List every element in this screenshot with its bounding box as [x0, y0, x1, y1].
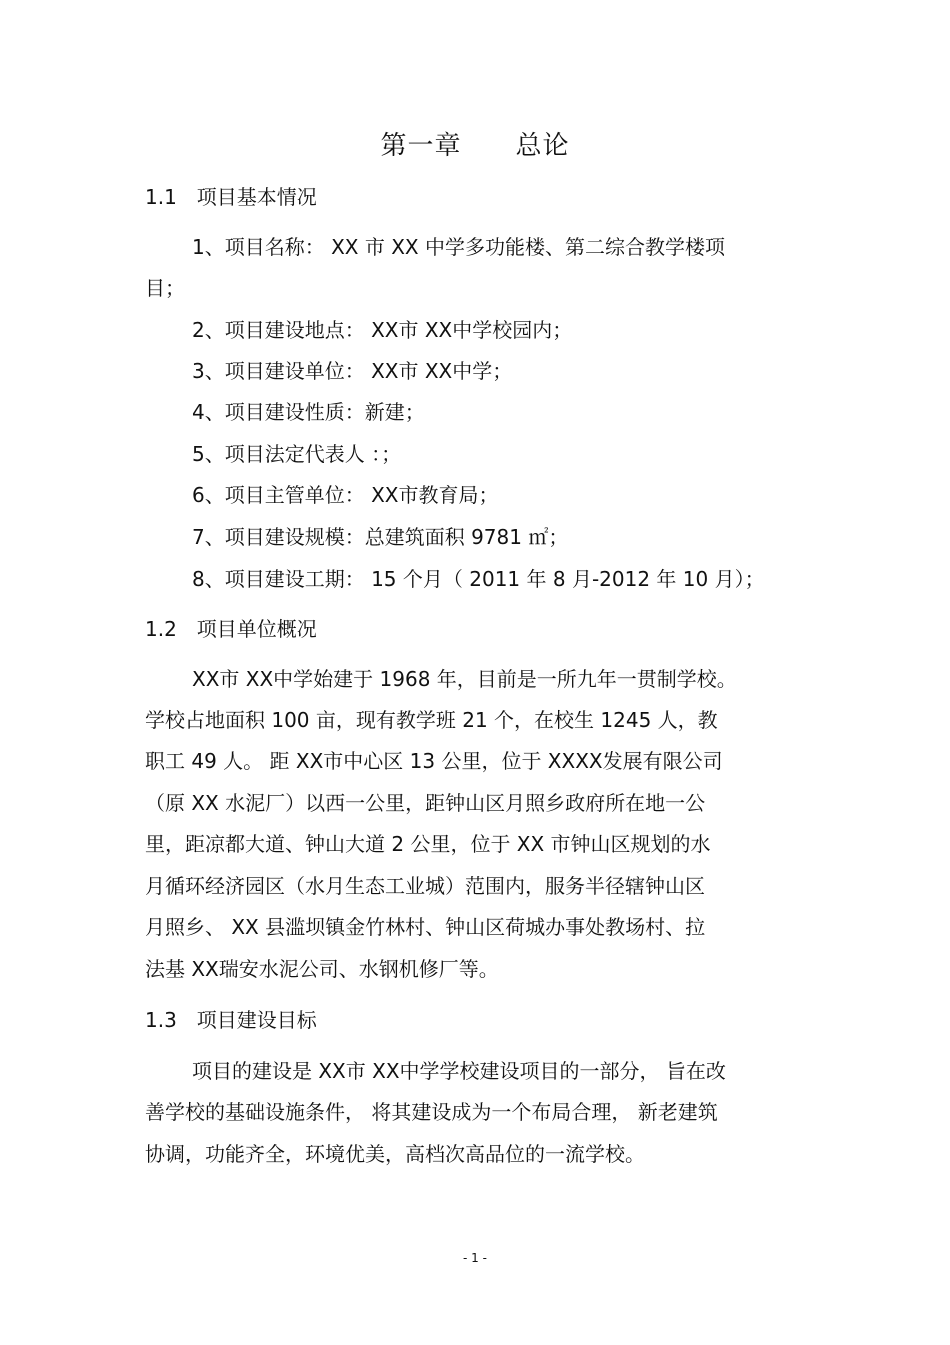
paragraph-line: 目； [145, 276, 185, 300]
paragraph-line: 8、项目建设工期： 15 个月（ 2011 年 8 月-2012 年 10 月）； [192, 567, 765, 591]
paragraph-line: 里，距凉都大道、钟山大道 2 公里，位于 XX 市钟山区规划的水 [145, 832, 711, 856]
paragraph-line: 项目的建设是 XX市 XX中学学校建设项目的一部分， 旨在改 [192, 1059, 726, 1083]
chapter-title: 第一章 总论 [380, 131, 570, 161]
paragraph-line: 4、项目建设性质：新建； [192, 400, 425, 424]
paragraph-line: 职工 49 人。 距 XX市中心区 13 公里，位于 XXXX发展有限公司 [145, 749, 723, 773]
paragraph-line: 协调，功能齐全，环境优美，高档次高品位的一流学校。 [145, 1142, 645, 1166]
paragraph-line: 3、项目建设单位： XX市 XX中学； [192, 359, 513, 383]
paragraph-line: 学校占地面积 100 亩，现有教学班 21 个，在校生 1245 人，教 [145, 708, 718, 732]
paragraph-line: 月循环经济园区（水月生态工业城）范围内，服务半径辖钟山区 [145, 874, 705, 898]
paragraph-line: 法基 XX瑞安水泥公司、水钢机修厂等。 [145, 957, 499, 981]
paragraph-line: XX市 XX中学始建于 1968 年，目前是一所九年一贯制学校。 [192, 667, 737, 691]
paragraph-line: 5、项目法定代表人 ：； [192, 442, 402, 466]
paragraph-line: （原 XX 水泥厂）以西一公里，距钟山区月照乡政府所在地一公 [145, 791, 706, 815]
section-heading-1-3: 1.3 项目建设目标 [145, 1008, 317, 1032]
paragraph-line: 2、项目建设地点： XX市 XX中学校园内； [192, 318, 573, 342]
section-heading-1-2: 1.2 项目单位概况 [145, 617, 317, 641]
paragraph-line: 7、项目建设规模：总建筑面积 9781 ㎡； [192, 525, 569, 549]
paragraph-line: 6、项目主管单位： XX市教育局； [192, 483, 499, 507]
section-heading-1-1: 1.1 项目基本情况 [145, 185, 317, 209]
page-number: - 1 - [463, 1251, 487, 1265]
paragraph-line: 月照乡、 XX 县滥坝镇金竹林村、钟山区荷城办事处教场村、拉 [145, 915, 706, 939]
paragraph-line: 善学校的基础设施条件， 将其建设成为一个布局合理， 新老建筑 [145, 1100, 718, 1124]
paragraph-line: 1、项目名称： XX 市 XX 中学多功能楼、第二综合教学楼项 [192, 235, 725, 259]
